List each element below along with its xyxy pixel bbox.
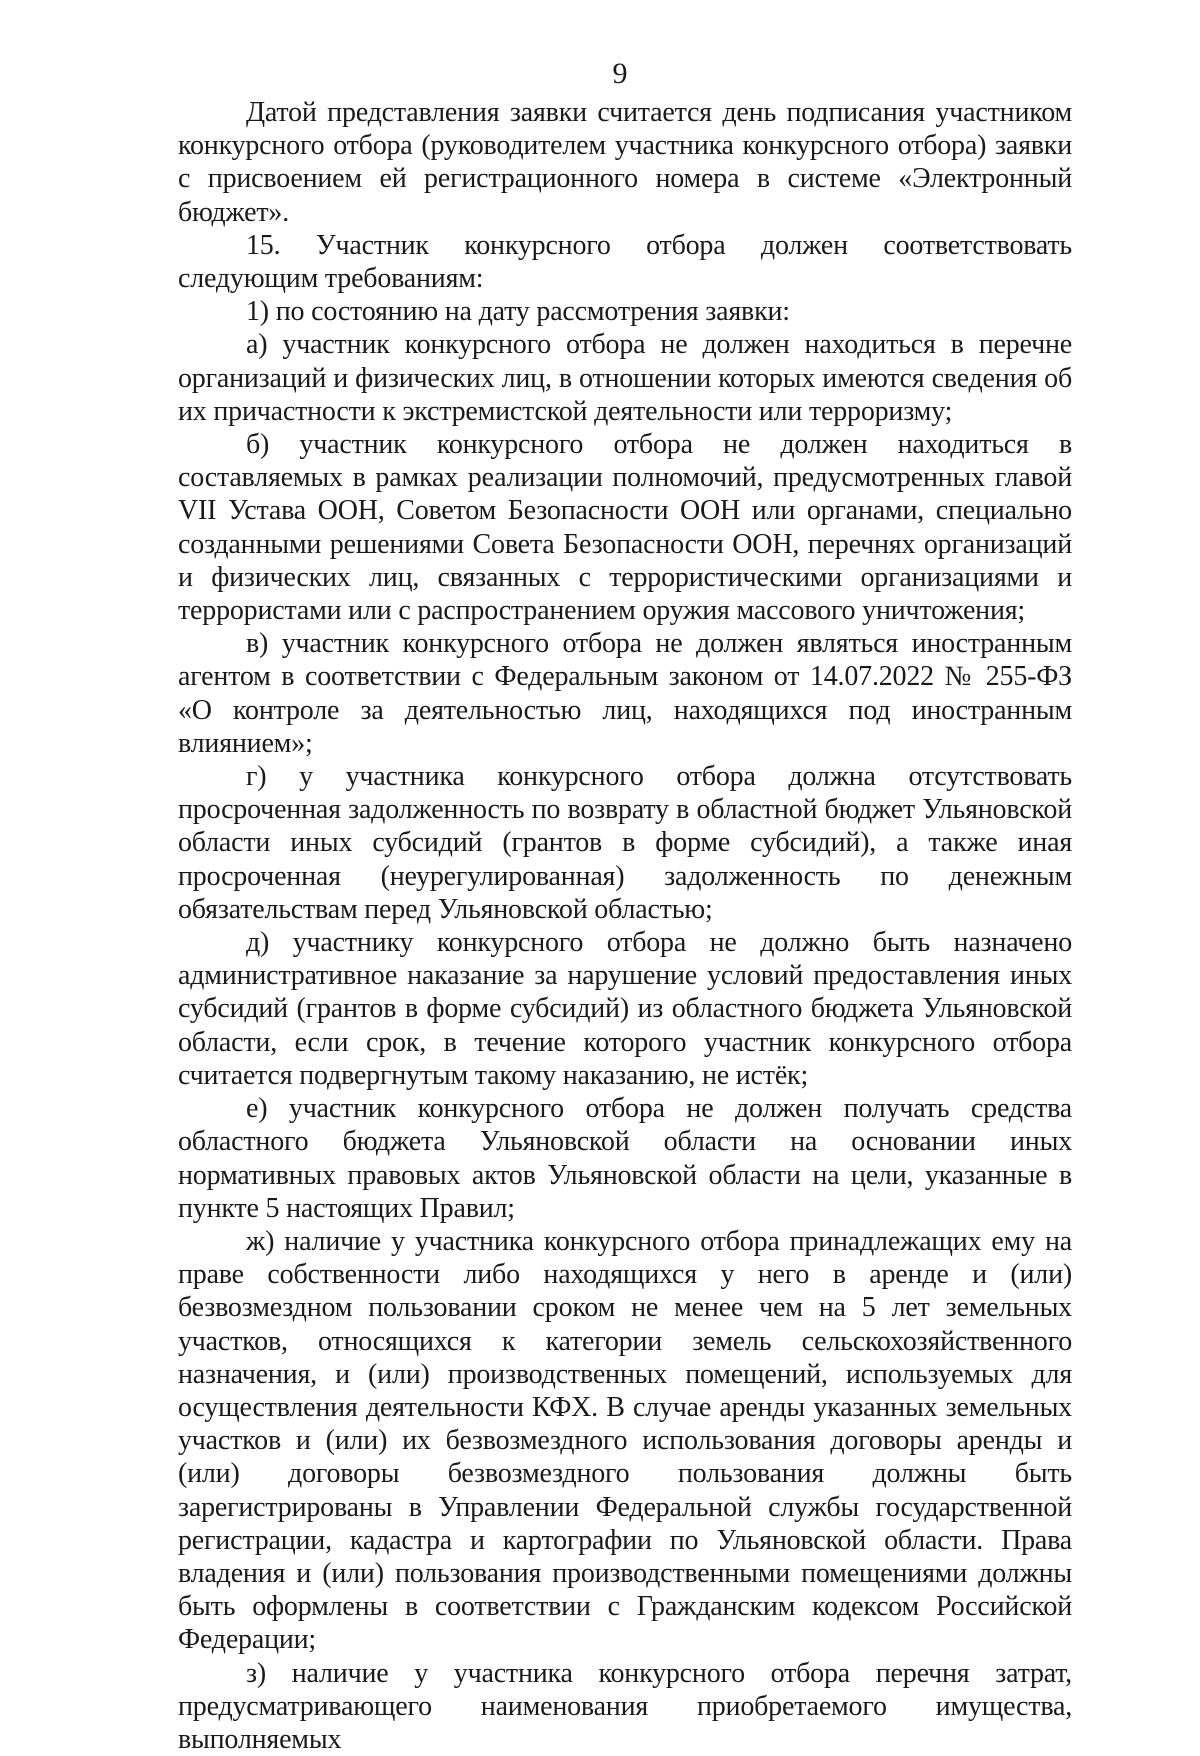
page-number: 9 bbox=[612, 57, 628, 90]
paragraph-item-b: б) участник конкурсного отбора не должен находиться в составляемых в рамках реализации полномочий, предусмотренных главой VII Устава ООН, Советом Безопасности ООН или органами, специально созданными решениями Совета Безопасности ООН, перечнях организаций и физических лиц, связанных с террористическими организациями и террористами или с распространением оружия массового уничтожения; bbox=[178, 429, 1072, 627]
document-body bbox=[178, 96, 1072, 1756]
paragraph-item-g: г) у участника конкурсного отбора должна отсутствовать просроченная задолженность по возврату в областной бюджет Ульяновской области иных субсидий (грантов в форме субсидий), а также иная просроченная (неурегулированная) задолженность по денежным обязательствам перед Ульяновской областью; bbox=[178, 761, 1072, 925]
paragraph-submission-date: Датой представления заявки считается день подписания участником конкурсного отбора (руководителем участника конкурсного отбора) заявки с присвоением ей регистрационного номера в системе «Электронный бюджет». bbox=[178, 97, 1072, 228]
paragraph-item-a: а) участник конкурсного отбора не должен находиться в перечне организаций и физических лиц, в отношении которых имеются сведения об их причастности к экстремистской деятельности или терроризму; bbox=[178, 329, 1072, 427]
paragraph-item-e: е) участник конкурсного отбора не должен получать средства областного бюджета Ульяновской области на основании иных нормативных правовых актов Ульяновской области на цели, указанные в пункте 5 настоящих Правил; bbox=[178, 1093, 1072, 1224]
paragraph-item-z: з) наличие у участника конкурсного отбора перечня затрат, предусматривающего наименования приобретаемого имущества, выполняемых bbox=[178, 1657, 1072, 1755]
paragraph-item-zh: ж) наличие у участника конкурсного отбора принадлежащих ему на праве собственности либо находящихся у него в аренде и (или) безвозмездном пользовании сроком не менее чем на 5 лет земельных участков, относящихся к категории земель сельскохозяйственного назначения, и (или) производственных помещений, используемых для осуществления деятельности КФХ. В случае аренды указанных земельных участков и (или) их безвозмездного использования договоры аренды и (или) договоры безвозмездного пользования должны быть зарегистрированы в Управлении Федеральной службы государственной регистрации, кадастра и картографии по Ульяновской области. Права владения и (или) пользования производственными помещениями должны быть оформлены в соответствии с Гражданским кодексом Российской Федерации; bbox=[178, 1225, 1072, 1656]
paragraph-subclause-1: 1) по состоянию на дату рассмотрения заявки: bbox=[246, 296, 790, 328]
paragraph-item-v: в) участник конкурсного отбора не должен являться иностранным агентом в соответствии с Федеральным законом от 14.07.2022 № 255-ФЗ «О контроле за деятельностью лиц, находящихся под иностранным влиянием»; bbox=[178, 628, 1072, 759]
paragraph-item-d: д) участнику конкурсного отбора не должно быть назначено административное наказание за нарушение условий предоставления иных субсидий (грантов в форме субсидий) из областного бюджета Ульяновской области, если срок, в течение которого участник конкурсного отбора считается подвергнутым такому наказанию, не истёк; bbox=[178, 927, 1072, 1091]
paragraph-clause-15: 15. Участник конкурсного отбора должен соответствовать следующим требованиям: bbox=[178, 229, 1072, 295]
